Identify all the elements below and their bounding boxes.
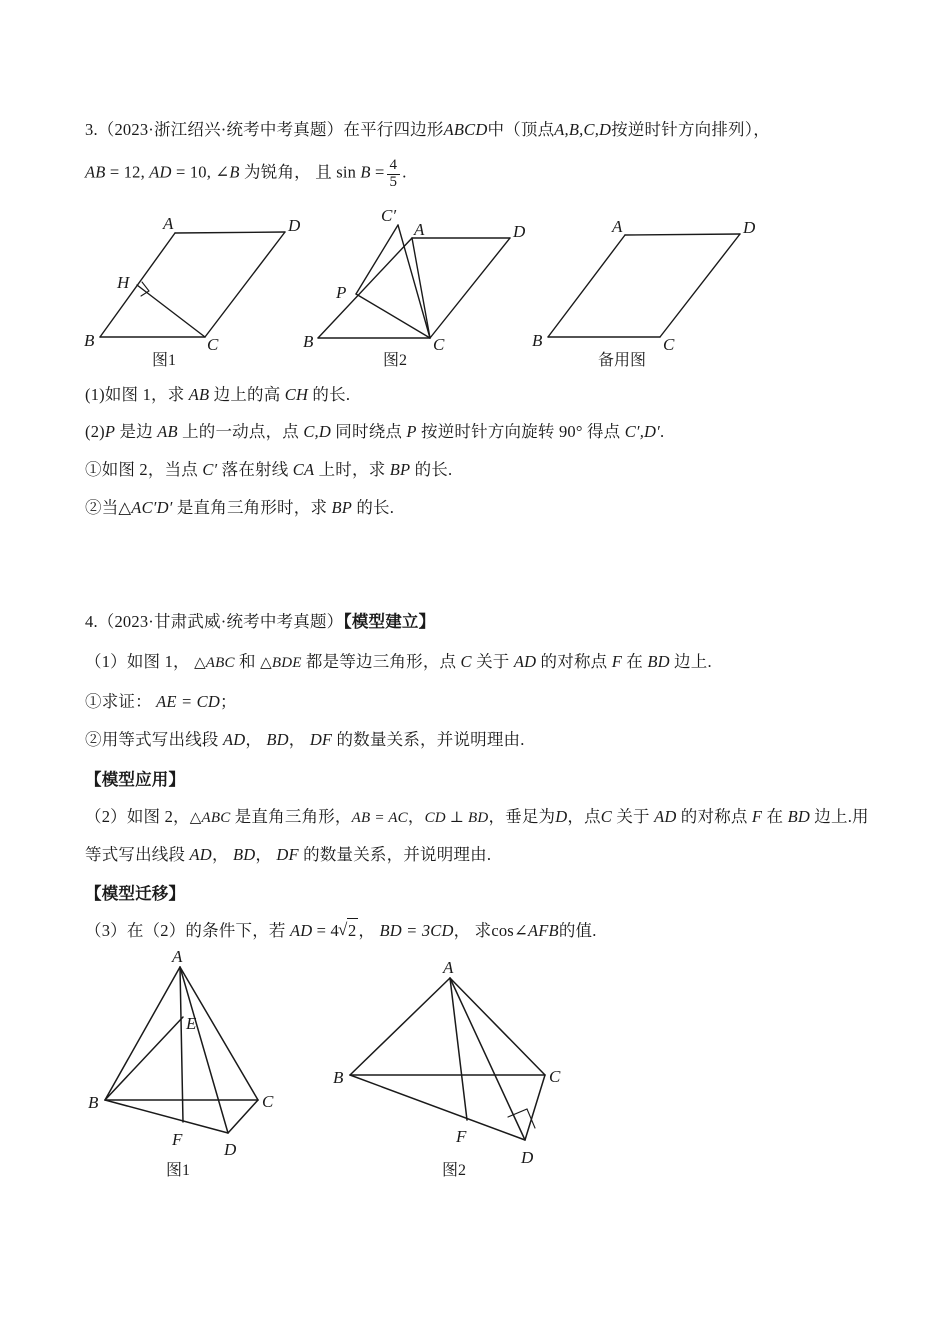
p4q3-sep: ， [358, 921, 380, 940]
fig31-label-A: A [163, 214, 174, 233]
fig41-label-D: D [224, 1140, 237, 1159]
problem3-figure-3-caption: 备用图 [598, 352, 647, 369]
problem3-source-prefix: 3.（2023·浙江绍兴·统考中考真题）在平行四边形 [85, 120, 444, 139]
q321-bp: BP [389, 460, 411, 479]
q31-text-c: 的长. [308, 385, 351, 404]
p4q1-triangle-abc: △ABC [194, 655, 235, 671]
p4q1s2-lead: ②用等式写出线段 [85, 730, 223, 749]
fig32-label-D: D [513, 222, 526, 241]
problem4-tag-model-transfer: 【模型迁移】 [85, 884, 186, 903]
p4q1s2-sep2: ， [288, 730, 310, 749]
q322-text-b: 是直角三角形时，求 [172, 498, 332, 517]
fig31-label-C: C [207, 335, 219, 354]
p4q1s2-ad: AD [222, 730, 246, 749]
q32-text-d: 同时绕点 [330, 422, 407, 441]
problem4-tag-model-application: 【模型应用】 [85, 770, 186, 789]
fig41-label-C: C [262, 1092, 274, 1111]
p4q1-ad: AD [513, 652, 537, 671]
p4q2-sep3: ，点 [567, 807, 601, 826]
q32-cd: C,D [303, 422, 331, 441]
problem3-parallelogram-name: ABCD [443, 120, 488, 139]
given-ab-value: = 12, [109, 162, 145, 182]
fig42-seg-AB [350, 978, 450, 1075]
p4q2-mid2: 关于 [612, 807, 655, 826]
fig33-label-B: B [532, 331, 543, 350]
p4q1-mid2: 都是等边三角形，点 [301, 652, 461, 671]
fig42-label-D: D [521, 1148, 534, 1167]
problem3-vertices: A,B,C,D [554, 120, 612, 139]
problem3-figure-2-caption: 图2 [383, 352, 408, 369]
fig33-label-A: A [612, 217, 623, 236]
p4q1-mid4: 的对称点 [536, 652, 612, 671]
p4q2-ad: AD [654, 807, 677, 826]
p4q1-mid3: 关于 [471, 652, 514, 671]
q321-text-a: ①如图 2，当点 [85, 460, 203, 479]
q31-text-b: 边上的高 [209, 385, 285, 404]
fig32-label-A: A [414, 220, 425, 239]
fig42-label-A: A [443, 958, 454, 977]
q32-p2: P [406, 422, 417, 441]
given-ad-value: = 10, [176, 162, 212, 182]
p4q2-mid4: 在 [762, 807, 788, 826]
p4q2-mid3: 的对称点 [676, 807, 752, 826]
p4q1s2-tail: 的数量关系，并说明理由. [332, 730, 525, 749]
p4q2l2-sep1: ， [211, 845, 233, 864]
q32-ab: AB [157, 422, 178, 441]
problem4-figure-1-caption: 图1 [166, 1162, 191, 1179]
q32-p: P [104, 422, 116, 441]
p4q1-tail: 边上. [669, 652, 712, 671]
fig41-label-A: A [172, 947, 183, 966]
q32-text-e: 按逆时针方向旋转 90° 得点 [416, 422, 625, 441]
q321-text-c: 上时，求 [314, 460, 390, 479]
given-and-text: 且 [315, 162, 332, 182]
fig31-label-H: H [117, 273, 130, 292]
fig41-label-B: B [88, 1093, 99, 1112]
q321-text-b: 落在射线 [217, 460, 293, 479]
fig33-seg-AD [625, 234, 740, 235]
p4q1s1-lead: ①求证： [85, 692, 157, 711]
p4q1-triangle-bde: △BDE [260, 655, 302, 671]
fig42-seg-AF [450, 978, 467, 1120]
q322-bp: BP [331, 498, 353, 517]
p4q3-eq: = 4 [316, 921, 339, 940]
q32-text-c: 上的一动点，点 [177, 422, 304, 441]
q322-acprimedprime: AC′D′ [131, 498, 173, 517]
problem3-source-after: 中（顶点 [487, 120, 555, 139]
fig32-label-C: C [433, 335, 445, 354]
p4q3-tail: 的值. [558, 921, 597, 940]
given-angle-text: 为锐角， [244, 162, 311, 182]
problem4-source: 4.（2023·甘肃武威·统考中考真题） [85, 612, 344, 631]
p4q1-bd: BD [647, 652, 670, 671]
given-sin-b: sin B [336, 162, 371, 182]
p4q1-c: C [460, 652, 472, 671]
p4q2-cd-perp-bd: CD ⊥ BD [424, 810, 489, 826]
p4q2l2-tail: 的数量关系，并说明理由. [298, 845, 492, 864]
p4q2l2-ad: AD [189, 845, 212, 864]
p4q2-tail: 边上.用 [809, 807, 869, 826]
p4q2-d: D [555, 807, 568, 826]
fig42-seg-CD [525, 1075, 545, 1140]
p4q2-triangle-abc: △ABC [189, 810, 231, 826]
p4q3-sqrt-value: 2 [347, 918, 358, 944]
p4q1s2-sep1: ， [245, 730, 267, 749]
problem4-figure-2-caption: 图2 [442, 1162, 467, 1179]
p4q1-mid1: 和 [234, 652, 261, 671]
fig41-label-F: F [172, 1130, 183, 1149]
p4q2l2-bd: BD [232, 845, 256, 864]
p4q1s1-expr: AE = CD [156, 692, 220, 711]
problem4-tag-model-setup: 【模型建立】 [343, 612, 436, 631]
p4q3-sep2: ， 求 [453, 921, 492, 940]
p4q2-mid1: 是直角三角形， [230, 807, 352, 826]
p4q1-lead: （1）如图 1， [85, 652, 195, 671]
q31-ch: CH [284, 385, 309, 404]
q321-cprime: C′ [202, 460, 218, 479]
q32-text-b: 是边 [115, 422, 158, 441]
p4q1-f: F [611, 652, 622, 671]
given-ad: AD [149, 162, 172, 182]
problem3-source-tail: 按逆时针方向排列）， [611, 120, 770, 139]
q321-ca: CA [292, 460, 315, 479]
q32-text-f: . [659, 422, 665, 441]
fig31-label-B: B [84, 331, 95, 350]
p4q1s2-df: DF [309, 730, 333, 749]
fig42-label-F: F [456, 1127, 467, 1146]
p4q3-lead: （3）在（2）的条件下，若 [85, 921, 290, 940]
p4q1s1-tail: ； [220, 692, 237, 711]
p4q2-lead: （2）如图 2， [85, 807, 190, 826]
fig33-seg-DC [660, 234, 740, 337]
p4q2l2-lead: 等式写出线段 [85, 845, 190, 864]
q322-text-a: ②当△ [85, 498, 132, 517]
p4q2-sep1: ， [407, 807, 425, 826]
p4q2-f: F [751, 807, 763, 826]
problem3-figure-1-caption: 图1 [152, 352, 177, 369]
p4q2-sep2: ，垂足为 [488, 807, 556, 826]
fig33-label-D: D [743, 218, 756, 237]
fig31-label-D: D [288, 216, 301, 235]
given-equals: = [375, 162, 385, 182]
q32-text-a: (2) [85, 422, 105, 441]
fig41-label-E: E [186, 1014, 197, 1033]
q322-text-c: 的长. [352, 498, 395, 517]
fig42-seg-AC [450, 978, 545, 1075]
fraction-denominator: 5 [387, 174, 401, 191]
p4q1s2-bd: BD [266, 730, 289, 749]
q321-text-d: 的长. [410, 460, 453, 479]
q31-text-a: (1)如图 1，求 [85, 385, 189, 404]
fig42-label-B: B [333, 1068, 344, 1087]
fig32-label-P: P [336, 283, 347, 302]
p4q3-ad: AD [289, 921, 313, 940]
p4q2l2-df: DF [276, 845, 299, 864]
q31-ab: AB [188, 385, 210, 404]
fig32-label-C-prime: C′ [381, 206, 397, 225]
q32-cprime-dprime: C′,D′ [624, 422, 660, 441]
given-period: . [402, 162, 407, 182]
p4q3-bd-eq-3cd: BD = 3CD [379, 921, 454, 940]
p4q2-ab-eq-ac: AB = AC [351, 810, 408, 826]
fig33-label-C: C [663, 335, 675, 354]
fig42-label-C: C [549, 1067, 561, 1086]
given-angle-b: ∠B [215, 162, 240, 182]
p4q2-c: C [600, 807, 612, 826]
given-ab: AB [85, 162, 106, 182]
p4q2l2-sep2: ， [255, 845, 277, 864]
p4q1-mid5: 在 [621, 652, 648, 671]
fig32-label-B: B [303, 332, 314, 351]
fraction-numerator: 4 [389, 157, 398, 173]
p4q2-bd: BD [787, 807, 810, 826]
p4q3-cos: cos∠AFB [491, 921, 559, 940]
